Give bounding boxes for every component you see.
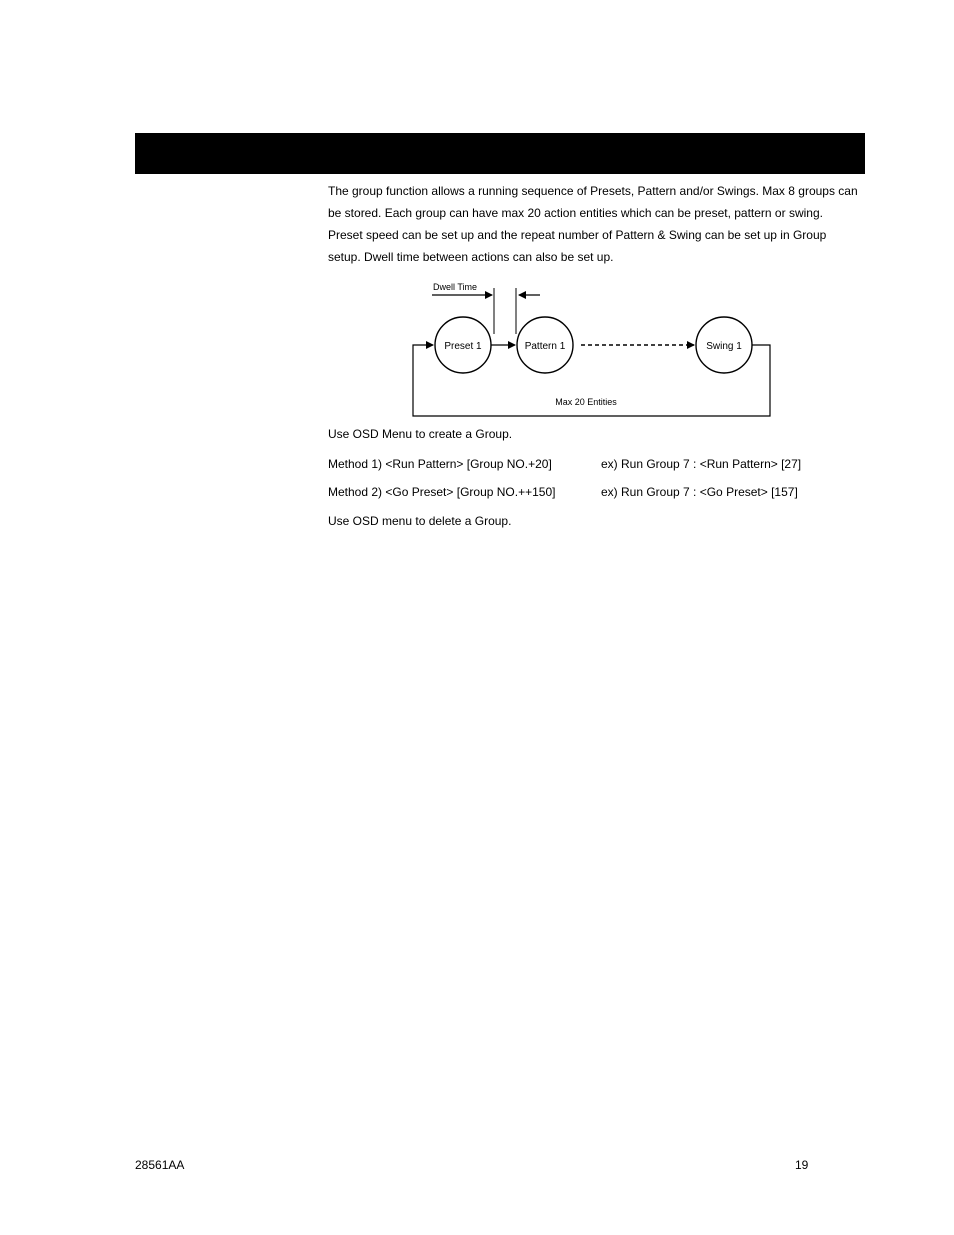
delete-group-line: Use OSD menu to delete a Group. bbox=[328, 514, 512, 528]
footer-page-number: 19 bbox=[795, 1158, 809, 1172]
footer-document-code: 28561AA bbox=[135, 1158, 185, 1172]
method-2-text: Method 2) <Go Preset> [Group NO.++150] bbox=[328, 485, 556, 499]
create-group-line: Use OSD Menu to create a Group. bbox=[328, 427, 513, 441]
max-entities-label: Max 20 Entities bbox=[555, 397, 617, 407]
dwell-time-label: Dwell Time bbox=[433, 282, 478, 292]
swing-node-label: Swing 1 bbox=[706, 341, 742, 352]
method-1-example: ex) Run Group 7 : <Run Pattern> [27] bbox=[601, 457, 802, 471]
group-sequence-diagram bbox=[400, 276, 780, 421]
section-header-bar bbox=[135, 133, 865, 174]
preset-node-label: Preset 1 bbox=[444, 341, 482, 352]
method-2-example: ex) Run Group 7 : <Go Preset> [157] bbox=[601, 485, 798, 499]
pattern-node-label: Pattern 1 bbox=[524, 341, 566, 352]
intro-paragraph: The group function allows a running sequence of Presets, Pattern and/or Swings. Max 8 groups can be stored. Each group can have max 20 action entities which can be preset, pattern or swing. Preset speed can be set up and the repeat number of Pattern & Swing can be set up in Group setup. Dwell time between actions can also be set up. bbox=[328, 184, 858, 264]
method-1-text: Method 1) <Run Pattern> [Group NO.+20] bbox=[328, 457, 552, 471]
